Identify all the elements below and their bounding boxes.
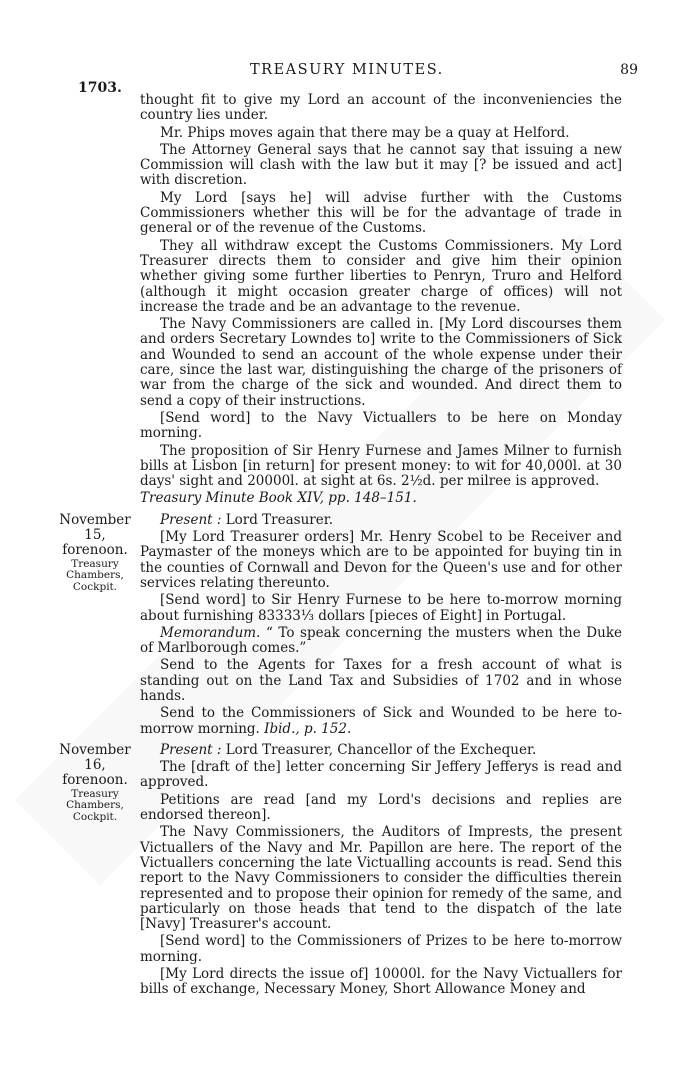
margin-place: Chambers, bbox=[66, 799, 124, 812]
paragraph: The Navy Commissioners, the Auditors of Imprests, the present Victuallers of the Navy and Mr. Papillon are here. The report of the Victuallers concerning the late Victualling accounts is read. Send this report to the Navy Commissioners to consider the difficulties therein represented and to propose their opinion for remedy of the same, and particularly on those heads that tend to the dispatch of the late [Navy] Treasurer's account. bbox=[140, 824, 622, 933]
paragraph: [My Lord Treasurer orders] Mr. Henry Scobel to be Receiver and Paymaster of the moneys which are to be appointed for buying tin in the counties of Cornwall and Devon for the Queen's use and for other services relating thereunto. bbox=[140, 529, 622, 591]
margin-date: November bbox=[59, 511, 131, 528]
present-line: Present : Lord Treasurer, Chancellor of the Exchequer. bbox=[160, 741, 537, 758]
present-line: Present : Lord Treasurer. bbox=[160, 511, 334, 528]
paragraph: The proposition of Sir Henry Furnese and James Milner to furnish bills at Lisbon [in return] for present money: to wit for 40,000l. at 30 days' sight and 20000l. at sight at 6s. 2½d. per milree is approved. bbox=[140, 442, 622, 490]
paragraph: [My Lord directs the issue of] 10000l. for the Navy Victuallers for bills of exchange, Necessary Money, Short Allowance Money and bbox=[140, 966, 622, 998]
margin-place: Chambers, bbox=[66, 569, 124, 582]
margin-day: 16, bbox=[84, 757, 106, 774]
margin-note bbox=[57, 513, 133, 593]
source-reference: Ibid., p. 152. bbox=[264, 720, 352, 737]
paragraph: Send to the Commissioners of Sick and Wounded to be here to-morrow morning. Ibid., p. 152. bbox=[140, 705, 622, 737]
paragraph: The [draft of the] letter concerning Sir Jeffery Jefferys is read and approved. bbox=[140, 759, 622, 791]
paragraph: The Navy Commissioners are called in. [My Lord discourses them and orders Secretary Lowndes to] write to the Commissioners of Sick and Wounded to send an account of the whole expense under their care, since the last war, distinguishing the charge of the prisoners of war from the charge of the sick and wounded. And direct them to send a copy of their instructions. bbox=[140, 316, 622, 409]
memorandum: Memorandum. “ To speak concerning the musters when the Duke of Marlborough comes.” bbox=[140, 624, 622, 657]
margin-place: Cockpit. bbox=[72, 810, 118, 823]
paragraph: The Attorney General says that he cannot say that issuing a new Commission will clash with the law but it may [? be issued and act] with discretion. bbox=[140, 141, 622, 189]
minute-entry-nov-15 bbox=[59, 511, 622, 737]
margin-time: forenoon. bbox=[62, 542, 128, 559]
margin-note bbox=[57, 743, 133, 823]
margin-day: 15, bbox=[84, 527, 106, 544]
running-title: TREASURY MINUTES. bbox=[250, 62, 444, 78]
paragraph: Send to the Agents for Taxes for a fresh account of what is standing out on the Land Tax and Subsidies of 1702 and in whose hands. bbox=[140, 657, 622, 704]
paragraph: thought fit to give my Lord an account of the inconveniencies the country lies under. bbox=[140, 92, 622, 124]
paragraph: They all withdraw except the Customs Commissioners. My Lord Treasurer directs them to consider and give him their opinion whether giving some further liberties to Penryn, Truro and Helford (although it might occasion greater charge of offices) will not increase the trade and be an advantage to the revenue. bbox=[140, 237, 622, 315]
paragraph: [Send word] to the Commissioners of Prizes to be here to-morrow morning. bbox=[140, 933, 622, 965]
margin-place: Treasury bbox=[71, 787, 119, 800]
page-number: 89 bbox=[620, 62, 638, 78]
paragraph: [Send word] to the Navy Victuallers to be here on Monday morning. bbox=[140, 409, 622, 442]
main-text bbox=[59, 92, 622, 1000]
paragraph: [Send word] to Sir Henry Furnese to be here to-morrow morning about furnishing 83333⅓ dollars [pieces of Eight] in Portugal. bbox=[140, 592, 622, 624]
paragraph: Mr. Phips moves again that there may be a quay at Helford. bbox=[160, 124, 570, 141]
year-marker: 1703. bbox=[78, 80, 122, 96]
paragraph: Petitions are read [and my Lord's decisions and replies are endorsed thereon]. bbox=[140, 791, 622, 824]
margin-time: forenoon. bbox=[62, 772, 128, 789]
margin-date: November bbox=[59, 741, 131, 758]
margin-place: Cockpit. bbox=[72, 580, 118, 593]
margin-place: Treasury bbox=[71, 557, 119, 570]
paragraph: My Lord [says he] will advise further with the Customs Commissioners whether this will be for the advantage of trade in general or of the revenue of the Customs. bbox=[140, 189, 622, 237]
source-reference: Treasury Minute Book XIV, pp. 148–151. bbox=[140, 490, 417, 507]
minute-entry-nov-16 bbox=[59, 741, 622, 998]
